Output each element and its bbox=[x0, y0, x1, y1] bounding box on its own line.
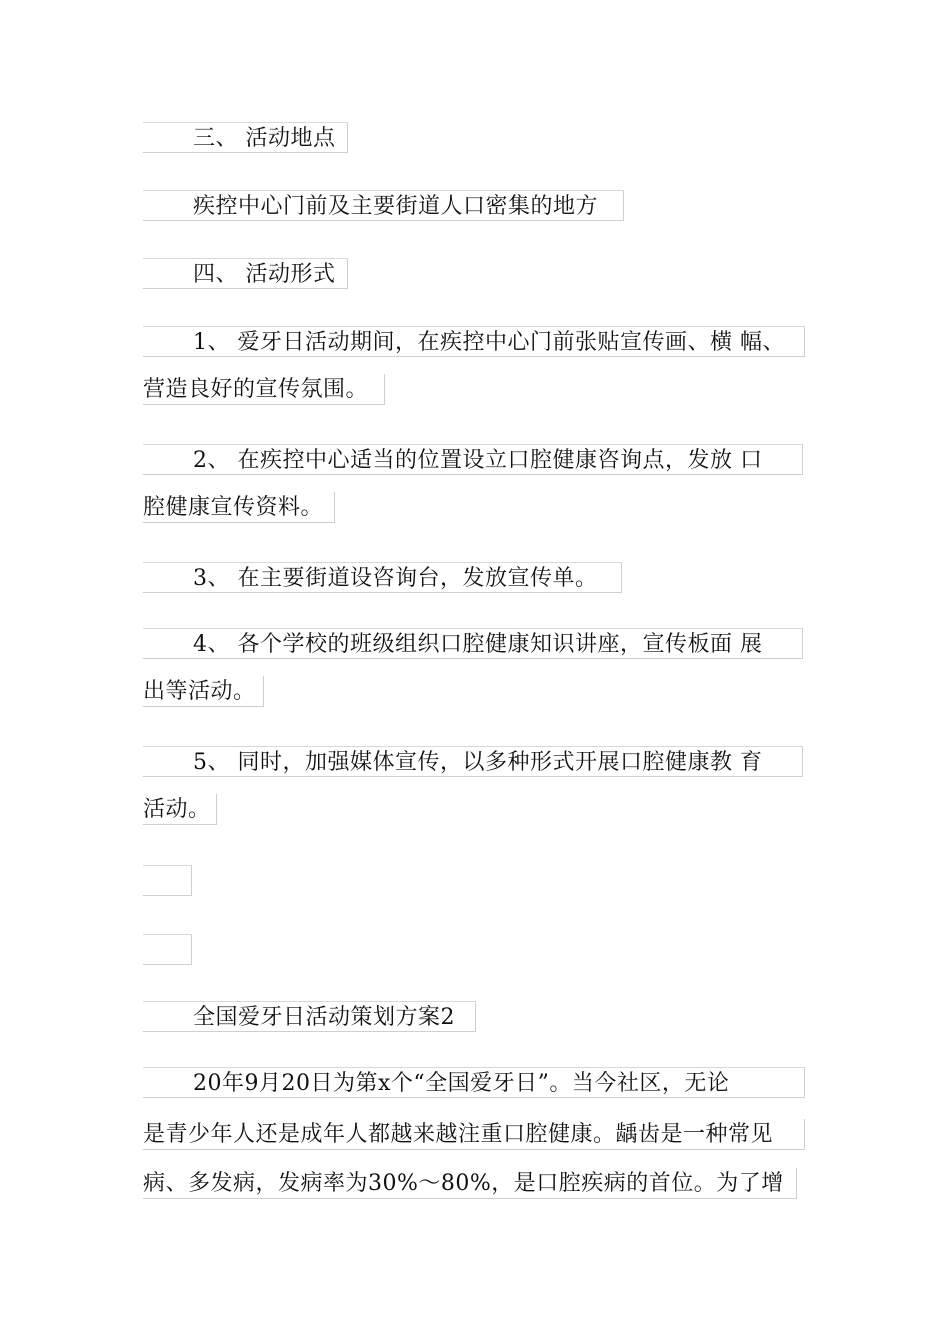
plan2-title: 全国爱牙日活动策划方案2 bbox=[143, 1001, 476, 1032]
item-1-line1: 1、 爱牙日活动期间，在疾控中心门前张贴宣传画、横 幅、 bbox=[143, 326, 805, 357]
item-5-line2: 活动。 bbox=[143, 794, 217, 825]
section3-heading: 三、 活动地点 bbox=[143, 122, 348, 153]
item-2-line2: 腔健康宣传资料。 bbox=[143, 492, 335, 523]
item-1-line2: 营造良好的宣传氛围。 bbox=[143, 374, 385, 405]
item-3-line1: 3、 在主要街道设咨询台，发放宣传单。 bbox=[143, 562, 622, 593]
section3-body: 疾控中心门前及主要街道人口密集的地方 bbox=[143, 190, 624, 221]
plan2-para-line3: 病、多发病，发病率为30%～80%，是口腔疾病的首位。为了增 bbox=[143, 1168, 797, 1199]
item-4-line1: 4、 各个学校的班级组织口腔健康知识讲座，宣传板面 展 bbox=[143, 628, 803, 659]
item-5-line1: 5、 同时，加强媒体宣传，以多种形式开展口腔健康教 育 bbox=[143, 746, 803, 777]
item-4-line2: 出等活动。 bbox=[143, 676, 264, 707]
item-2-line1: 2、 在疾控中心适当的位置设立口腔健康咨询点，发放 口 bbox=[143, 444, 803, 475]
plan2-para-line2: 是青少年人还是成年人都越来越注重口腔健康。龋齿是一种常见 bbox=[143, 1119, 805, 1150]
plan2-para-line1: 20年9月20日为第x个“全国爱牙日”。当今社区，无论 bbox=[143, 1067, 805, 1098]
empty-line-box bbox=[143, 865, 192, 896]
section4-heading: 四、 活动形式 bbox=[143, 258, 348, 289]
empty-line-box bbox=[143, 934, 192, 965]
